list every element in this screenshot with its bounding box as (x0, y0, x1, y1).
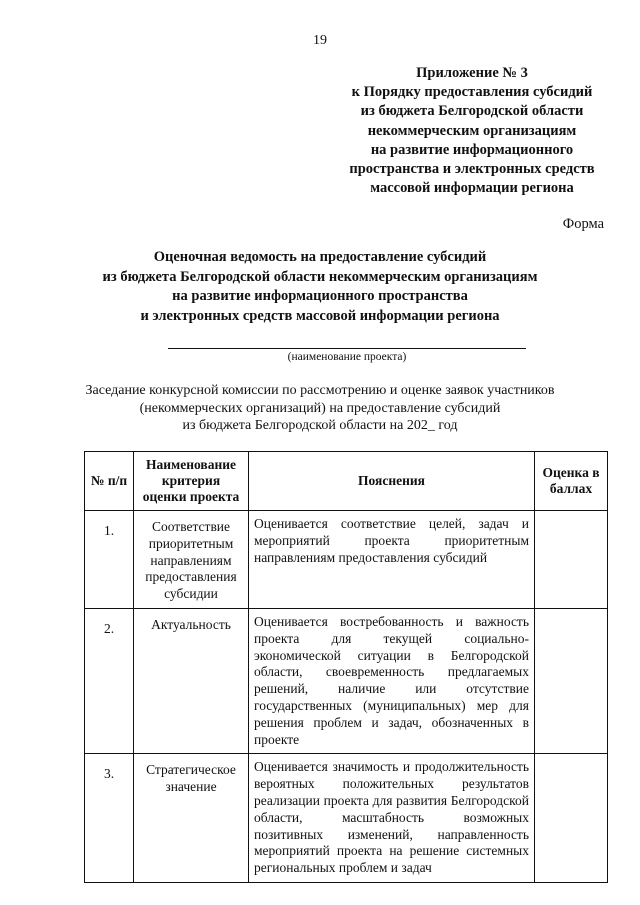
row-score-cell[interactable] (535, 608, 608, 753)
table-row (85, 511, 608, 609)
title-line: на развитие информационного пространства (172, 288, 468, 304)
row-num: 3. (85, 754, 134, 883)
title-line: и электронных средств массовой информации региона (140, 307, 500, 324)
row-score-cell[interactable] (535, 754, 608, 883)
project-name-field-line (168, 348, 526, 349)
session-line: Заседание конкурсной комиссии по рассмотрению и оценке заявок участников (85, 383, 555, 398)
appendix-header (322, 64, 622, 198)
row-num: 2. (85, 608, 134, 753)
row-score-cell[interactable] (535, 511, 608, 609)
appendix-line: пространства и электронных средств (349, 161, 595, 178)
project-name-caption: (наименование проекта) (287, 351, 407, 363)
row-description: Оценивается соответствие целей, задач и мероприятий проекта приоритетным направлениям предоставления субсидий (249, 511, 535, 609)
header-criterion-name: Наименование критерия оценки проекта (134, 452, 249, 511)
table-header-row (85, 452, 608, 511)
session-line: из бюджета Белгородской области на 202_ год (182, 418, 458, 433)
row-criterion-name: Соответствие приоритетным направлениям предоставления субсидии (134, 511, 249, 609)
appendix-line: некоммерческим организациям (367, 122, 577, 139)
form-label: Форма (562, 216, 604, 232)
page-number: 19 (313, 33, 327, 48)
session-line: (некоммерческих организаций) на предоставление субсидий (139, 400, 501, 416)
header-description: Пояснения (249, 452, 535, 511)
session-description (40, 382, 600, 435)
appendix-line: к Порядку предоставления субсидий (351, 84, 593, 101)
evaluation-table (84, 451, 608, 883)
table-row (85, 754, 608, 883)
appendix-line: массовой информации региона (370, 180, 574, 197)
row-criterion-name: Актуальность (134, 608, 249, 753)
appendix-line: из бюджета Белгородской области (360, 103, 584, 120)
document-title (80, 248, 560, 326)
row-num: 1. (85, 511, 134, 609)
table-row (85, 608, 608, 753)
appendix-line: Приложение № 3 (416, 65, 528, 81)
title-line: из бюджета Белгородской области некоммерческим организациям (102, 268, 538, 285)
title-line: Оценочная ведомость на предоставление субсидий (153, 249, 487, 265)
appendix-line: на развитие информационного (370, 141, 574, 158)
row-description: Оценивается значимость и продолжительность вероятных положительных результатов реализации проекта для развития Белгородской области, масштабность возможных позитивных изменений, направленность мероприятий проекта на решение системных региональных проблем и задач (249, 754, 535, 883)
row-criterion-name: Стратегическое значение (134, 754, 249, 883)
header-score: Оценка в баллах (535, 452, 608, 511)
row-description: Оценивается востребованность и важность проекта для текущей социально-экономической ситуации в Белгородской области, своевременность предлагаемых решений, наличие или отсутствие государственных (муниципальных) мер для решения проблем и задач, обозначенных в проекте (249, 608, 535, 753)
header-num: № п/п (85, 452, 134, 511)
